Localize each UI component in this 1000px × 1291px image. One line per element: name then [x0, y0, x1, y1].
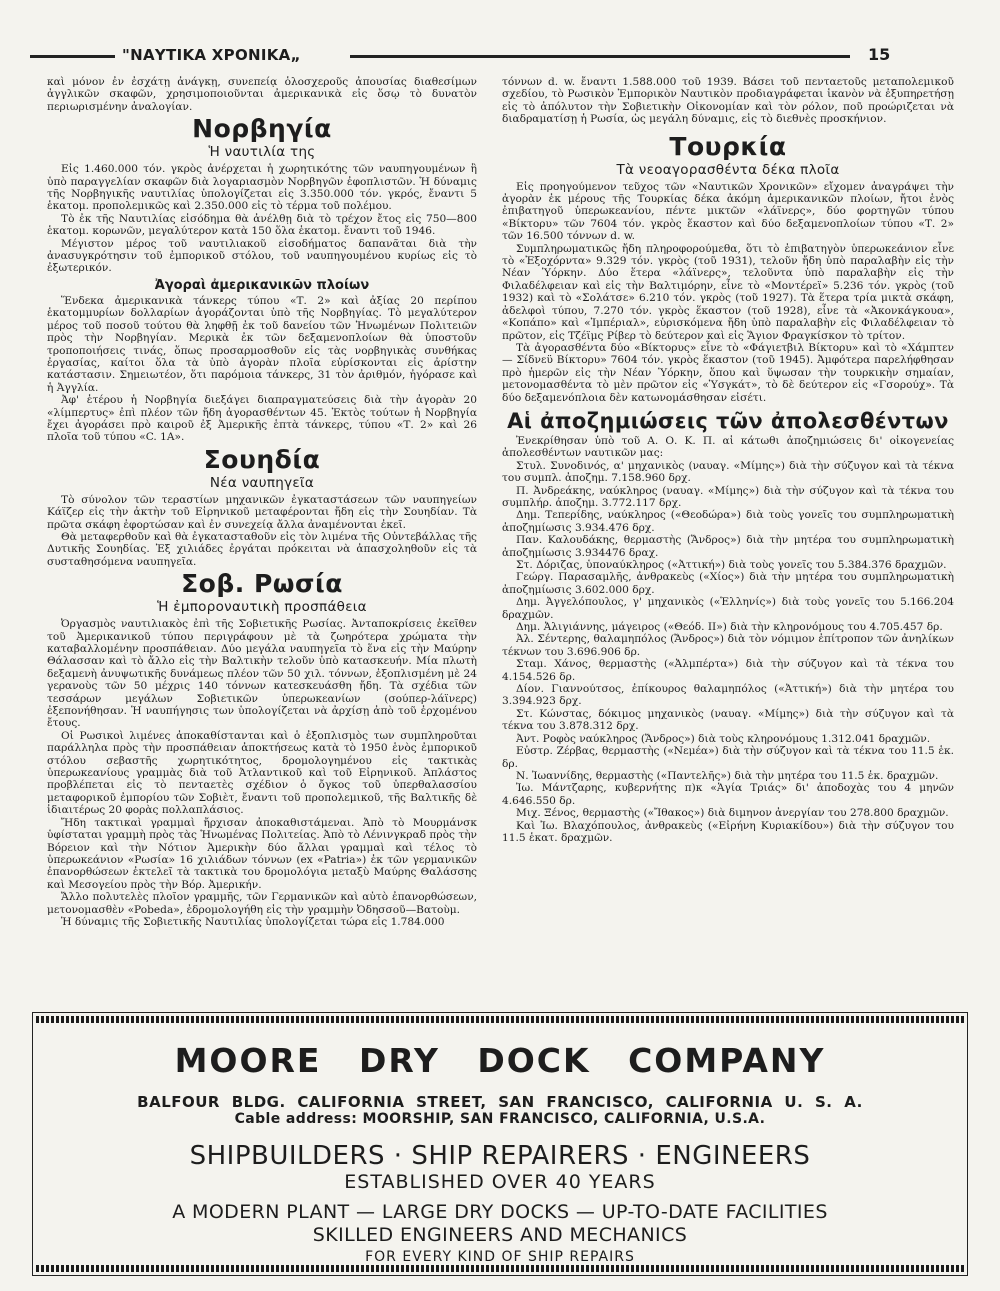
compensation-entry: Στ. Κώνστας, δόκιμος μηχανικὸς (ναυαγ. «Μίμης») διὰ τὴν σύζυγον καὶ τὰ τέκνα του 3.878.312 δρχ.	[502, 707, 954, 733]
norway-paragraph: Τὸ ἐκ τῆς Ναυτιλίας εἰσόδημα θὰ ἀνέλθῃ διὰ τὸ τρέχον ἔτος εἰς 750—800 ἑκατομ. κορωνῶν, μεγαλύτερον κατὰ 150 ὅλα ἑκατομ. ἔναντι τοῦ 1946.	[47, 212, 477, 238]
advertisement-box	[32, 1012, 968, 1276]
compensation-entry: Ἀντ. Ροφὸς ναύκληρος (Ἄνδρος») διὰ τοὺς κληρονόμους 1.312.041 δραχμῶν.	[516, 732, 931, 745]
ad-border-top	[36, 1016, 964, 1023]
turkey-subheading: Τὰ νεοαγορασθέντα δέκα πλοῖα	[616, 161, 840, 178]
ad-skilled: SKILLED ENGINEERS AND MECHANICS	[312, 1224, 688, 1246]
russia-paragraph: Ἡ δύναμις τῆς Σοβιετικῆς Ναυτιλίας ὑπολογίζεται τώρα εἰς 1.784.000	[61, 915, 445, 928]
norway-purchases-heading: Ἀγοραὶ ἀμερικανικῶν πλοίων	[154, 277, 370, 293]
ad-trades: SHIPBUILDERS · SHIP REPAIRERS · ENGINEERS	[189, 1141, 811, 1171]
norway-paragraph: Ἕνδεκα ἀμερικανικὰ τάνκερς τύπου «Τ. 2» καὶ ἀξίας 20 περίπου ἑκατομμυρίων δολλαρίων ἀγοράζονται ὑπὸ τῆς Νορβηγίας. Τὸ μεγαλύτερον μέρος τοῦ ποσοῦ τούτου θὰ ληφθῇ ἐκ τοῦ δανείου τῶν Ἡνωμένων Πολιτειῶν πρὸς τὴν Νορβηγίαν. Μερικὰ ἐκ τῶν δεξαμενοπλοίων θὰ ὑποστοῦν τροποποιήσεις τινάς, ὅπως προσαρμοσθοῦν εἰς τὰς νορβηγικὰς συνθήκας ἐργασίας, καίτοι ὅλα τὰ ὑπὸ ἀγορὰν πλοῖα εὑρίσκονται εἰς ἀρίστην κατάστασιν. Σημειωτέον, ὅτι παρόμοια τάνκερς, 31 τὸν ἀριθμόν, ἠγόρασε καὶ ἡ Ἀγγλία.	[47, 294, 477, 394]
turkey-paragraph: Συμπληρωματικῶς ἤδη πληροφορούμεθα, ὅτι τὸ ἐπιβατηγὸν ὑπερωκεάνιον εἶνε τὸ «Ἐξοχόρντα» 9.329 τόν. γκρὸς (τοῦ 1931), τελοῦν ἤδη ὑπὸ παραλαβὴν εἰς τὴν Νέαν Ὑόρκην. Δύο ἕτερα «λάϊνερς», τελοῦντα ὑπὸ παραλαβὴν εἰς τὴν Φιλαδέλφειαν καὶ εἰς τὴν Βαλτιμόρην, εἶνε τὸ «Μοντέρεϊ» 5.236 τόν. γκρὸς (τοῦ 1932) καὶ τὸ «Σολάτσε» 6.210 τόν. γκρὸς (τοῦ 1927). Τὰ ἕτερα τρία μικτὰ σκάφη, ἀδελφοὶ τύπου, 7.270 τόν. γκρὸς ἕκαστον (τοῦ 1928), εἶνε τὰ «Ἀκονκάγκουα», «Κοπάπο» καὶ «Ἰμπέριαλ», εὑρισκόμενα ἤδη ὑπὸ παραλαβὴν εἰς Φιλαδέλφειαν τὸ πρῶτον, εἰς Τζέϊμς Ρίβερ τὸ δεύτερον καὶ εἰς Ἅγιον Φραγκίσκον τὸ τρίτον.	[502, 242, 954, 342]
compensation-entry: Παν. Καλουδάκης, θερμαστὴς (Ἄνδρος») διὰ τὴν μητέρα του συμπληρωματικὴ ἀποζημίωσις 3.934476 δραχ.	[502, 534, 954, 559]
header-rule-left	[30, 55, 115, 58]
turkey-heading: Τουρκία	[669, 131, 787, 161]
compensation-entry: Ἀλ. Σέντερης, θαλαμηπόλος (Ἄνδρος») διὰ τὸν νόμιμον ἐπίτροπον τῶν ἀνηλίκων τέκνων του 3.696.906 δρ.	[502, 633, 954, 658]
ad-company-name: MOORE DRY DOCK COMPANY	[174, 1041, 826, 1080]
page-header	[30, 46, 970, 66]
russia-paragraph: Ὀργασμὸς ναυτιλιακὸς ἐπὶ τῆς Σοβιετικῆς Ρωσίας. Ἀνταποκρίσεις ἐκεῖθεν τοῦ Ἀμερικανικοῦ τύπου περιγράφουν μὲ τὰ ζωηρότερα χρώματα τὴν καταβαλλομένην προσπάθειαν. Δύο μεγάλα ναυπηγεῖα τὸ ἕνα εἰς τὴν Μαύρην Θάλασσαν καὶ τὸ ἄλλο εἰς τὴν Βαλτικὴν τελοῦν ὑπὸ κατασκευήν. Μία πλωτὴ δεξαμενὴ ἀνυψωτικῆς δυνάμεως πλέον τῶν 50 χιλ. τόννων, ἐξοπλισμένη μὲ 24 γερανοὺς τῶν 50 μέχρις 140 τόννων κατεσκευάσθη ἤδη. Τὰ σχέδια τῶν τεσσάρων μεγάλων Σοβιετικῶν ὑπερωκεανίων (σούπερ-λάϊνερς) ἐξεπονήθησαν. Ἡ ναυπήγησις των ὑπολογίζεται νὰ ἀρχίσῃ ἀπὸ τοῦ ἐρχομένου ἔτους.	[47, 618, 477, 730]
compensation-entry: Σταμ. Χάνος, θερμαστὴς («Ἀλμπέρτα») διὰ τὴν σύζυγον καὶ τὰ τέκνα του 4.154.526 δρ.	[502, 658, 954, 683]
ad-established: ESTABLISHED OVER 40 YEARS	[344, 1171, 656, 1193]
sweden-heading: Σουηδία	[203, 444, 321, 474]
compensation-entry: Καὶ Ἰω. Βλαχόπουλος, ἀνθρακεὺς («Εἰρήνη Κυριακίδου») διὰ τὴν σύζυγον του 11.5 ἑκατ. δραχμῶν.	[502, 819, 954, 844]
intro-paragraph: καὶ μόνον ἐν ἐσχάτῃ ἀνάγκῃ, συνεπείᾳ ὁλοσχεροῦς ἀπουσίας διαθεσίμων ἀγγλικῶν σκαφῶν, χρησιμοποιοῦνται ἀμερικανικὰ εἰς ὅσῳ τὸ δυνατὸν περιωρισμένην ἀναλογίαν.	[47, 76, 477, 113]
compensation-entry: Μιχ. Ξένος, θερμαστὴς («Ἴθακος») διὰ διμηνον ἀνεργίαν του 278.800 δραχμῶν.	[516, 807, 949, 820]
russia-paragraph: Ἄλλο πολυτελὲς πλοῖον γραμμῆς, τῶν Γερμανικῶν καὶ αὐτὸ ἐπανορθώσεων, μετονομασθὲν «Pobeda», ἐδρομολογήθη εἰς τὴν γραμμὴν Ὀδησσοῦ—Βατοὺμ.	[47, 891, 477, 916]
russia-heading: Σοβ. Ρωσία	[181, 569, 343, 599]
publication-title: "ΝΑΥΤΙΚΑ ΧΡΟΝΙΚΑ„	[122, 46, 301, 64]
compensation-entry: Δημ. Τεπερίδης, ναύκληρος («Θεοδώρα») διὰ τοὺς γονεῖς του συμπληρωματικὴ ἀποζημίωσις 3.934.476 δρχ.	[502, 509, 954, 534]
compensation-entry: Δημ. Ἀλιγιάννης, μάγειρος («Θεόδ. ΙΙ») διὰ τὴν κληρονόμους του 4.705.457 δρ.	[516, 621, 943, 634]
header-rule-right	[350, 55, 850, 58]
ad-every-kind: FOR EVERY KIND OF SHIP REPAIRS	[365, 1249, 635, 1265]
compensation-entry: Εὐστρ. Ζέρβας, θερμαστὴς («Νεμέα») διὰ τὴν σύζυγον καὶ τὰ τέκνα του 11.5 ἑκ. δρ.	[502, 745, 954, 770]
norway-heading: Νορβηγία	[192, 114, 332, 144]
sweden-paragraph: Τὸ σύνολον τῶν τεραστίων μηχανικῶν ἐγκαταστάσεων τῶν ναυπηγείων Κάϊζερ εἰς τὴν ἀκτὴν τοῦ Εἰρηνικοῦ μεταφέρονται ἤδη εἰς τὴν Σουηδίαν. Τὰ πρῶτα σκάφη ἐφορτώσαν καὶ ἐν συνεχείᾳ ἄλλα ἀναμένονται ἐκεῖ.	[47, 493, 477, 531]
sweden-subheading: Νέα ναυπηγεῖα	[209, 474, 315, 491]
compensation-entry: Δημ. Ἀγγελόπουλος, γ' μηχανικὸς («Ἑλληνίς») διὰ τοὺς γονεῖς του 5.166.204 δραχμῶν.	[502, 596, 954, 621]
compensation-entry: Δίον. Γιαννούτσος, ἐπίκουρος θαλαμηπόλος («Ἀττική») διὰ τὴν μητέρα του 3.394.923 δρχ.	[502, 683, 954, 708]
ad-cable-address: Cable address: MOORSHIP, SAN FRANCISCO, CALIFORNIA, U.S.A.	[234, 1111, 766, 1127]
compensation-intro: Ἐνεκρίθησαν ὑπὸ τοῦ Α. Ο. Κ. Π. αἱ κάτωθι ἀποζημιώσεις δι' οἰκογενείας ἀπολεσθέντων ναυτικῶν μας:	[502, 434, 954, 460]
norway-subheading: Ἡ ναυτιλία της	[208, 144, 316, 161]
russia-paragraph: Ἤδη τακτικαὶ γραμμαὶ ἤρχισαν ἀποκαθιστάμεναι. Ἀπὸ τὸ Μουρμάνσκ ὑφίσταται γραμμὴ πρὸς τὰς Ἡνωμένας Πολιτείας. Ἀπὸ τὸ Λένινγκραδ πρὸς τὴν Βόρειον καὶ τὴν Νότιον Ἀμερικὴν δύο ἄλλαι γραμμαὶ καὶ τέλος τὸ ὑπερωκεάνιον «Ρωσία» 16 χιλιάδων τόννων (ex «Patria») ἐκ τῶν γερμανικῶν ἐπανορθώσεων ἐκτελεῖ τὰ τακτικὰ του δρομολόγια μεταξὺ Μαύρης Θαλάσσης καὶ Μεσογείου πρὸς τὴν Βόρ. Ἀμερικήν.	[47, 816, 477, 891]
russia-paragraph: Οἱ Ρωσικοὶ λιμένες ἀποκαθίστανται καὶ ὁ ἐξοπλισμὸς των συμπληροῦται παράλληλα πρὸς τὴν προσπάθειαν ἀποκτήσεως κατὰ τὸ 1950 ἑνὸς ἐμπορικοῦ στόλου σεβαστῆς χωρητικότητος, δρομολογημένου εἰς τακτικὰς ὑπερωκεανίους γραμμὰς διὰ τοῦ Ἀτλαντικοῦ καὶ τοῦ Εἰρηνικοῦ. Ἀπλάστος προβλέπεται εἰς τὸ πενταετὲς σχέδιον ὁ ὄγκος τοῦ ὑπερθαλασσίου μεταφορικοῦ ἐμπορίου τῶν Σοβιὲτ, ἔναντι τοῦ προπολεμικοῦ, τῆς Βαλτικῆς δὲ ἰδιαιτέρως 20 φορὰς πολλαπλάσιος.	[47, 729, 477, 817]
compensation-entry: Στ. Δόριζας, ὑποναύκληρος («Ἀττική») διὰ τοὺς γονεῖς του 5.384.376 δραχμῶν.	[516, 559, 947, 571]
ad-plant: A MODERN PLANT — LARGE DRY DOCKS — UP-TO-DATE FACILITIES	[172, 1201, 828, 1223]
left-column	[47, 76, 477, 928]
continuation-paragraph: τόννων d. w. ἔναντι 1.588.000 τοῦ 1939. Βάσει τοῦ πενταετοῦς μεταπολεμικοῦ σχεδίου, τὸ Ρωσικὸν Ἐμπορικὸν Ναυτικὸν προδιαγράφεται ἱκανὸν νὰ ἐξυπηρετήσῃ εἰς τὸ ἀπόλυτον τὴν Σοβιετικὴν Οἰκονομίαν καὶ τὸν ρόλον, ποῦ προώριζεται νὰ διαδραματίσῃ ἡ Ρωσία, ὡς μεγάλη δύναμις, εἰς τὸ διεθνὲς προσκήνιον.	[502, 76, 954, 126]
compensation-entry: Ἰω. Μάντζαρης, κυβερνήτης π)κ «Ἁγία Τριάς» δι' ἀποδοχὰς του 4 μηνῶν 4.646.550 δρ.	[502, 782, 954, 807]
page-number: 15	[868, 45, 891, 64]
russia-subheading: Ἡ ἐμποροναυτικὴ προσπάθεια	[157, 599, 367, 616]
turkey-paragraph: Τὰ ἀγορασθέντα δύο «Βίκτορυς» εἶνε τὸ «Φάγιετβιλ Βίκτορυ» καὶ τὸ «Χάμπτεν — Σίδνεϋ Βίκτορυ» 7604 τόν. γκρὸς ἕκαστον (τοῦ 1945). Ἀμφότερα παρελήφθησαν πρὸ ἡμερῶν εἰς τὴν Νέαν Ὑόρκην, ὅπου καὶ ὕψωσαν τὴν τουρκικὴν σημαίαν, μετονομασθέντα τὸ μὲν πρῶτον εἰς «Ὑσγκάτ», τὸ δὲ δεύτερον εἰς «Γσορούχ». Τὰ δύο δεξαμενόπλοια δὲν κατωνομάσθησαν εἰσέτι.	[502, 341, 954, 404]
ad-address: BALFOUR BLDG. CALIFORNIA STREET, SAN FRANCISCO, CALIFORNIA U. S. A.	[137, 1093, 863, 1111]
norway-paragraph: Ἀφ' ἑτέρου ἡ Νορβηγία διεξάγει διαπραγματεύσεις διὰ τὴν ἀγορὰν 20 «λίμπερτυς» ἐπὶ πλέον τῶν ἤδη ἀγορασθέντων 45. Ἐκτὸς τούτων ἡ Νορβηγία ἔχει ἀγοράσει πρὸ καιροῦ ἐξ Ἀμερικῆς ἑπτὰ τάνκερς, τύπου «Τ. 2» καὶ 26 πλοῖα τοῦ τύπου «C. 1A».	[47, 394, 477, 444]
compensation-entry: Στυλ. Συνοδινός, α' μηχανικὸς (ναυαγ. «Μίμης») διὰ τὴν σύζυγον καὶ τὰ τέκνα του συμπλ. ἀποζημ. 7.158.960 δρχ.	[502, 459, 954, 485]
turkey-paragraph: Εἰς προηγούμενον τεῦχος τῶν «Ναυτικῶν Χρονικῶν» εἴχομεν ἀναγράψει τὴν ἀγορὰν ἐκ μέρους τῆς Τουρκίας δέκα ἀκόμη ἀμερικανικῶν πλοίων, ἤτοι ἑνὸς ἐπιβατηγοῦ ὑπερωκεανίου, πέντε μικτῶν «λάϊνερς», δύο φορτηγῶν τύπου «Βίκτορυ» τῶν 7604 τόν. γκρὸς ἕκαστον καὶ δύο δεξαμενοπλοίων τύπου «Τ. 2» τῶν 16.500 τόννων d. w.	[502, 180, 954, 243]
norway-paragraph: Εἰς 1.460.000 τόν. γκρὸς ἀνέρχεται ἡ χωρητικότης τῶν ναυπηγουμένων ἢ ὑπὸ παραγγελίαν σκαφῶν διὰ λογαριασμὸν Νορβηγῶν ἐφοπλιστῶν. Ἡ δύναμις τῆς Νορβηγικῆς ναυτιλίας ὑπολογίζεται εἰς 3.350.000 τόν. γκρός, ἔναντι 5 ἑκατομ. προπολεμικῶς καὶ 2.350.000 εἰς τὸ τέρμα τοῦ πολέμου.	[47, 163, 477, 213]
norway-paragraph: Μέγιστον μέρος τοῦ ναυτιλιακοῦ εἰσοδήματος δαπανᾶται διὰ τὴν ἀνασυγκρότησιν τοῦ ἐμπορικοῦ στόλου, τοῦ ναυπηγουμένου κυρίως εἰς τὸ ἐξωτερικόν.	[47, 237, 477, 275]
right-column	[502, 76, 954, 844]
sweden-paragraph: Θὰ μεταφερθοῦν καὶ θὰ ἐγκατασταθοῦν εἰς τὸν λιμένα τῆς Οὐντεβάλλας τῆς Δυτικῆς Σουηδίας. Ἐξ χιλιάδες ἐργάται πρόκειται νὰ ἀπασχοληθοῦν εἰς τὰ συσταθησόμενα ναυπηγεῖα.	[47, 530, 477, 568]
compensation-entry: Γεώργ. Παρασαμλῆς, ἀνθρακεὺς («Χίος») διὰ τὴν μητέρα του συμπληρωματικὴ ἀποζημίωσις 3.602.000 δρχ.	[502, 571, 954, 596]
ad-border-bottom	[36, 1265, 964, 1272]
compensation-entry: Π. Ἀνδρεάκης, ναύκληρος (ναυαγ. «Μίμης») διὰ τὴν σύζυγον καὶ τὰ τέκνα του συμπλήρ. ἀποζημ. 3.772.117 δρχ.	[502, 484, 954, 509]
compensation-entry: Ν. Ἰωαννίδης, θερμαστὴς («Παντελῆς») διὰ τὴν μητέρα του 11.5 ἑκ. δραχμῶν.	[516, 769, 939, 782]
compensation-heading: Αἱ ἀποζημιώσεις τῶν ἀπολεσθέντων	[507, 408, 949, 433]
